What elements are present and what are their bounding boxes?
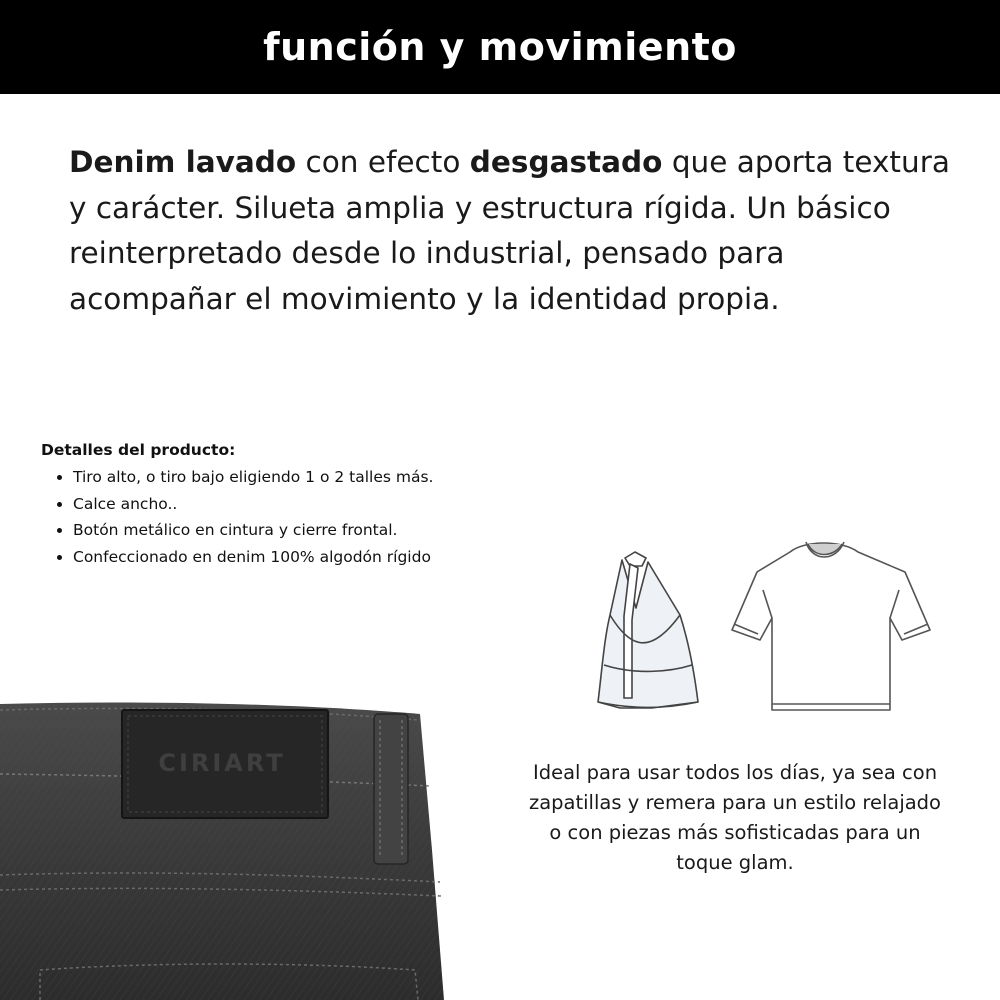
details-list [41,464,511,570]
jeans-photo [0,700,456,1000]
intro-text-2: que aporta textura y carácter. Silueta amplia y estructura rígida. Un básico reinterpretado desde lo industrial, pensado para acompañar el movimiento y la identidad propia. [69,145,950,316]
intro-text-1: con efecto [296,145,470,179]
details-item-fabric: • Confeccionado en denim 100% algodón rígido [73,544,511,571]
intro-bold-desgastado: desgastado [469,145,663,179]
halter-top-sketch [598,552,698,708]
boxy-tshirt-sketch [732,542,930,710]
details-item-fit: • Calce ancho.. [73,491,511,518]
details-item-rise: • Tiro alto, o tiro bajo eligiendo 1 o 2 talles más. [73,464,511,491]
intro-bold-denim: Denim lavado [69,145,297,179]
page-title: función y movimiento [263,25,737,69]
belt-loop [374,714,408,864]
product-details [41,441,511,570]
patch-brand-label: CIRIART [158,749,286,777]
outfit-illustrations [580,530,940,730]
title-banner [0,0,1000,94]
details-heading: Detalles del producto: [41,441,236,459]
intro-paragraph [69,140,959,322]
leather-patch [122,710,328,818]
details-item-button: • Botón metálico en cintura y cierre frontal. [73,517,511,544]
usage-description: Ideal para usar todos los días, ya sea con zapatillas y remera para un estilo relajado o con piezas más sofisticadas para un toque glam. [528,761,941,874]
